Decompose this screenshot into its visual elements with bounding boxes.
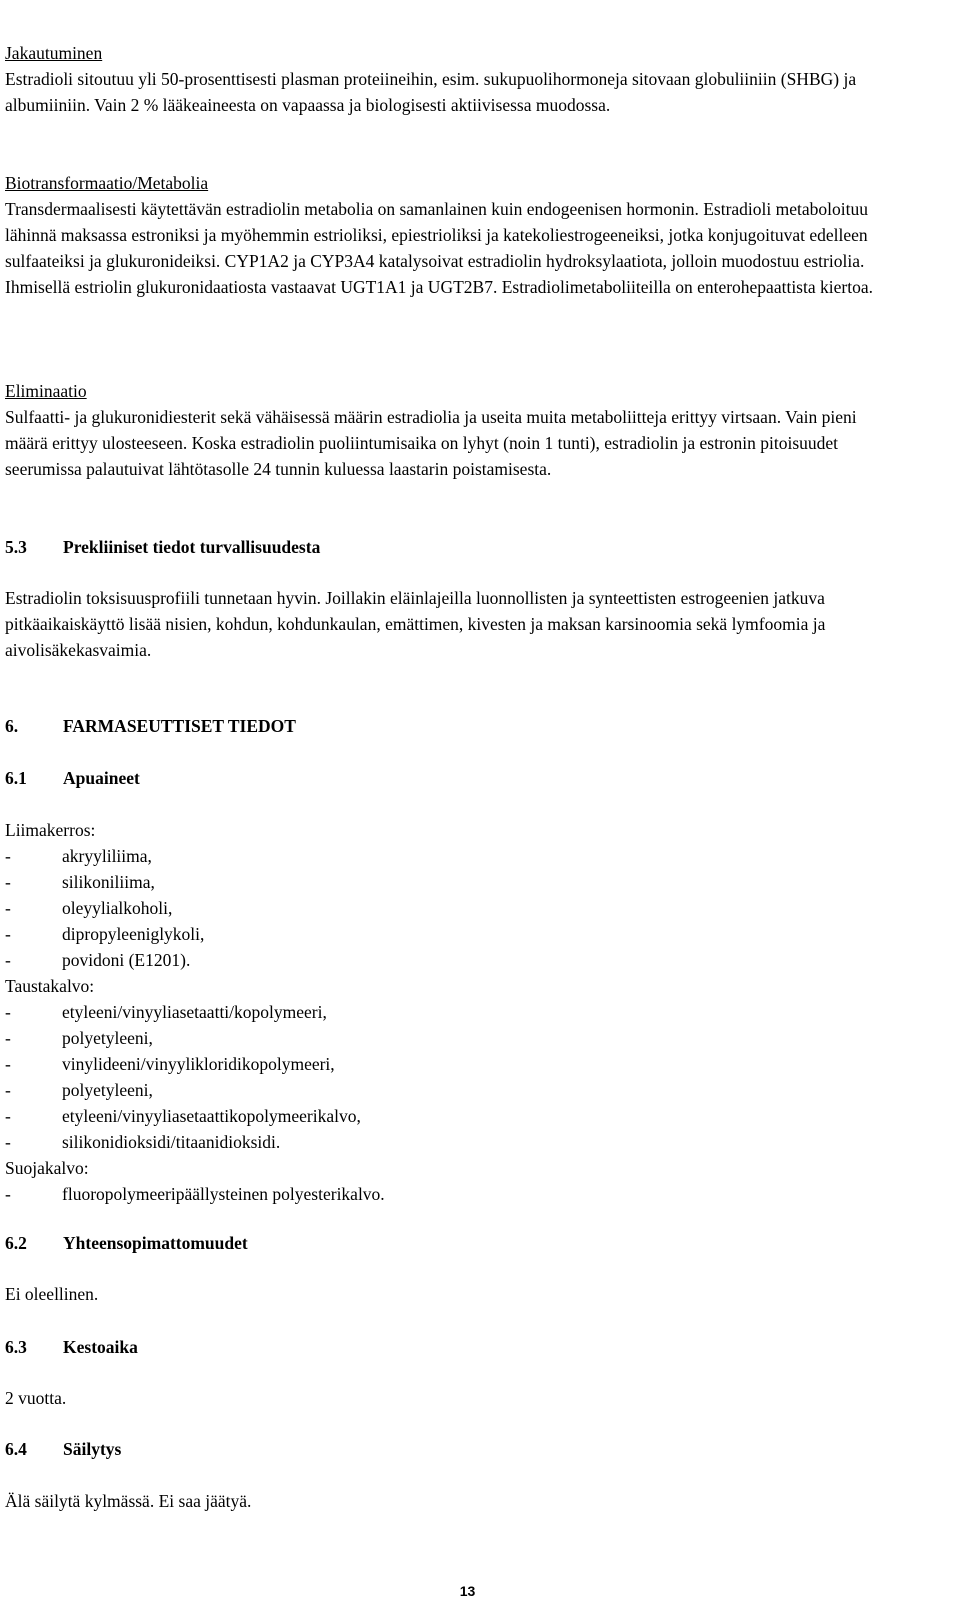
list-item: - akryyliliima, (5, 846, 152, 866)
section-5-3-heading (5, 534, 885, 560)
section-number: 6.3 (5, 1337, 27, 1357)
distribution-text: Estradioli sitoutuu yli 50-prosenttisesti plasman proteiineihin, esim. sukupuolihormoneja sitovaan globuliiniin (SHBG) ja albumiiniin. Vain 2 % lääkeaineesta on vapaassa ja biologisesti aktiivisessa muodossa. (5, 69, 857, 115)
elimination-section (5, 378, 885, 482)
section-number: 6.1 (5, 768, 27, 788)
metabolism-section (5, 170, 885, 300)
elimination-text: Sulfaatti- ja glukuronidiesterit sekä vähäisessä määrin estradiolia ja useita muita metaboliitteja erittyy virtsaan. Vain pieni määrä erittyy ulosteeseen. Koska estradiolin puoliintumisaika on lyhyt (noin 1 tunti), estradiolin ja estronin pitoisuudet seerumissa palautuivat lähtötasolle 24 tunnin kuluessa laastarin poistamisesta. (5, 407, 857, 479)
section-6-4-heading (5, 1436, 885, 1462)
list-item: - fluoropolymeeripäällysteinen polyesterikalvo. (5, 1184, 385, 1204)
section-number: 6. (5, 716, 19, 736)
section-5-3-text: Estradiolin toksisuusprofiili tunnetaan hyvin. Joillakin eläinlajeilla luonnollisten ja synteettisten estrogeenien jatkuva pitkäaikaiskäyttö lisää nisien, kohdun, kohdunkaulan, emättimen, kivesten ja maksan karsinoomia sekä lymfoomia ja aivolisäkekasvaimia. (5, 588, 826, 660)
distribution-heading: Jakautuminen (5, 43, 103, 63)
section-title: FARMASEUTTISET TIEDOT (63, 716, 296, 736)
section-6-heading (5, 713, 885, 739)
section-title: Yhteensopimattomuudet (63, 1233, 248, 1253)
metabolism-heading: Biotransformaatio/Metabolia (5, 173, 209, 193)
page-number: 13 (459, 1583, 476, 1599)
section-6-3-text: 2 vuotta. (5, 1388, 67, 1408)
section-number: 6.2 (5, 1233, 27, 1253)
list-item: - oleyylialkoholi, (5, 898, 173, 918)
list-item: - vinylideeni/vinyylikloridikopolymeeri, (5, 1054, 335, 1074)
group-label: Suojakalvo: (5, 1158, 89, 1178)
list-item: - polyetyleeni, (5, 1080, 153, 1100)
list-item: - polyetyleeni, (5, 1028, 153, 1048)
distribution-section (5, 40, 885, 118)
list-item: - silikoniliima, (5, 872, 155, 892)
metabolism-text: Transdermaalisesti käytettävän estradiolin metabolia on samanlainen kuin endogeenisen hormonin. Estradioli metaboloituu lähinnä maksassa estroniksi ja myöhemmin estrioliksi, epiestrioliksi ja katekoliestrogeeneiksi, jotka konjugoituvat edelleen sulfaateiksi ja glukuronideiksi. CYP1A2 ja CYP3A4 katalysoivat estradiolin hydroksylaatiota, jolloin muodostuu estriolia. Ihmisellä estriolin glukuronidaatiosta vastaavat UGT1A1 ja UGT2B7. Estradiolimetaboliiteilla on enterohepaattista kiertoa. (5, 199, 873, 297)
elimination-heading: Eliminaatio (5, 381, 87, 401)
section-number: 6.4 (5, 1439, 27, 1459)
list-item: - etyleeni/vinyyliasetaattikopolymeerikalvo, (5, 1106, 361, 1126)
list-item: - povidoni (E1201). (5, 950, 191, 970)
list-item: - dipropyleeniglykoli, (5, 924, 205, 944)
section-6-3-heading (5, 1334, 885, 1360)
section-6-2-text: Ei oleellinen. (5, 1284, 99, 1304)
section-title: Säilytys (63, 1439, 122, 1459)
section-title: Apuaineet (63, 768, 140, 788)
section-6-4-text: Älä säilytä kylmässä. Ei saa jäätyä. (5, 1491, 252, 1511)
list-item: - silikonidioksidi/titaanidioksidi. (5, 1132, 281, 1152)
group-label: Liimakerros: (5, 820, 96, 840)
list-item: - etyleeni/vinyyliasetaatti/kopolymeeri, (5, 1002, 327, 1022)
excipients-list (5, 817, 885, 1207)
section-title: Prekliiniset tiedot turvallisuudesta (63, 537, 321, 557)
section-number: 5.3 (5, 537, 27, 557)
group-label: Taustakalvo: (5, 976, 95, 996)
section-title: Kestoaika (63, 1337, 138, 1357)
section-6-2-heading (5, 1230, 885, 1256)
section-6-1-heading (5, 765, 885, 791)
